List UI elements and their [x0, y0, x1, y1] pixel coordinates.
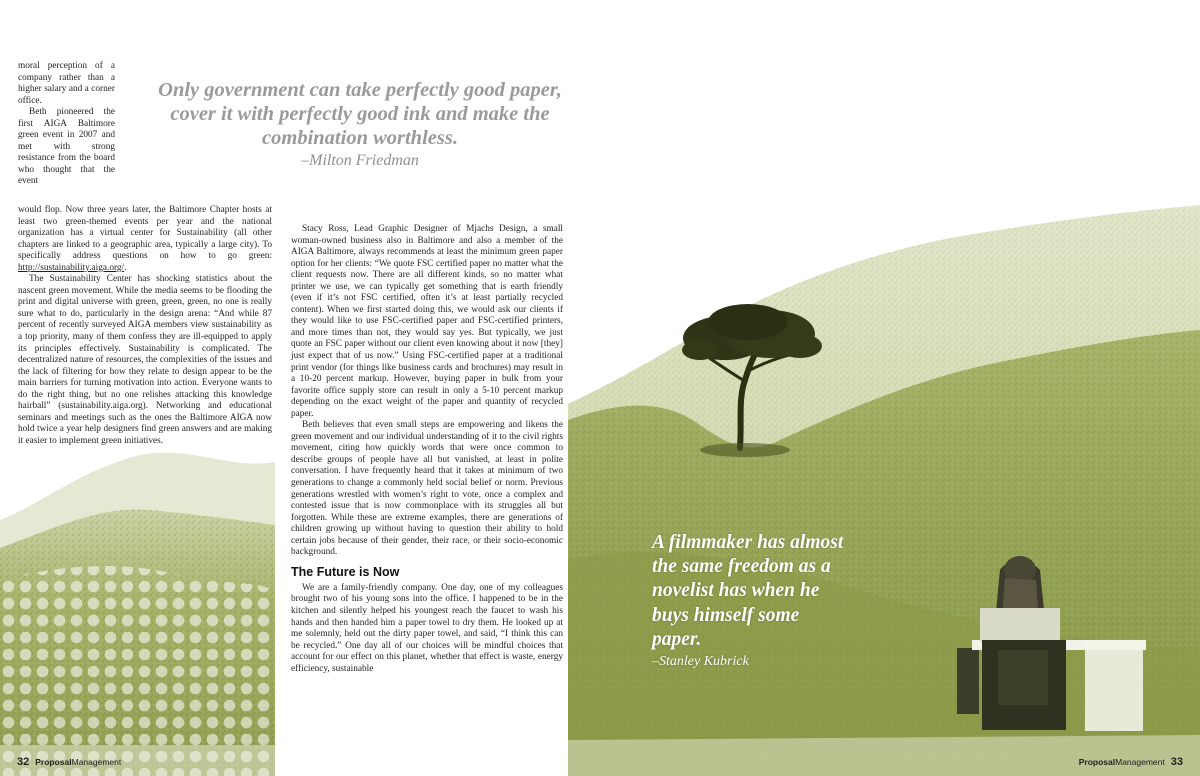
pull-quote-top	[150, 78, 570, 172]
left-wide-column	[18, 205, 272, 447]
middle-column	[291, 224, 563, 675]
pull-quote-right	[652, 531, 852, 672]
paragraph: Beth pioneered the first AIGA Baltimore green event in 2007 and met with strong resistance from the board who thought that the event	[18, 107, 115, 187]
section-subhead: The Future is Now	[291, 564, 400, 579]
paragraph: Beth believes that even small steps are empowering and likens the green movement and our individual understanding of it to the civil rights movement, citing how quickly words that were once common to describe groups of people have all but vanished, at least in polite conversation. I have frequently heard that it takes at minimum of two generations to change a commonly held social belief or norm. Previous generations wrestled with women’s right to vote, once a complex and contested issue that is now commonplace with its struggles all but forgotten. While these are extreme examples, there are generations of children growing up without having to question their ability to hold certain jobs because of their gender, their race, or their socio-economic background.	[291, 420, 563, 558]
magazine-name	[35, 757, 121, 767]
paragraph-text: would flop. Now three years later, the Baltimore Chapter hosts at least two green-themed events per year and the national organization has a virtual center for Sustainability (all other chapters are linked to a geographic area, typically a large city). To specifically address questions on how to go green:	[18, 205, 272, 262]
paragraph: The Sustainability Center has shocking statistics about the nascent green movement. While the media seems to be flooding the print and digital universe with green, green, green, no one is really sure what to do, particularly in the design arena: “And while 87 percent of recently surveyed AIGA members view sustainability as a top priority, many of them confess they are ill-equipped to apply its principles effectively. Sustainability is complicated. The decentralized nature of resources, the complexities of the issues and the lack of filtering for how they relate to design appear to be the main barriers for turning motivation into action. Everyone wants to do the right thing, but no one relishes attacking this knowledge hairball” (sustainability.aiga.org). Networking and educational seminars and meetings such as the ones the Baltimore AIGA now hold twice a year help designers find green answers and are making it easier to implement green initiatives.	[18, 274, 272, 446]
magazine-name-bold: Proposal	[1078, 757, 1116, 767]
paragraph	[18, 205, 272, 274]
paragraph-end: .	[124, 262, 127, 273]
pull-quote-text: A filmmaker has almost the same freedom as a novelist has when he buys himself some paper.	[652, 532, 844, 650]
folio-right	[1079, 752, 1183, 770]
magazine-name-rest: Management	[71, 757, 122, 767]
folio-left	[17, 752, 121, 770]
magazine-name-rest: Management	[1115, 757, 1165, 767]
pull-quote-attribution: –Stanley Kubrick	[652, 654, 749, 670]
paragraph: moral perception of a company rather than a higher salary and a corner office.	[18, 61, 115, 106]
pull-quote-attribution: –Milton Friedman	[301, 152, 419, 169]
magazine-name-bold: Proposal	[35, 757, 72, 767]
magazine-name	[1079, 757, 1165, 767]
sustainability-link[interactable]: http://sustainability.aiga.org/	[18, 262, 125, 273]
page-number: 32	[17, 756, 30, 768]
left-narrow-column	[18, 61, 115, 188]
paragraph: We are a family-friendly company. One day, one of my colleagues brought two of his young sons into the office. I happened to be in the kitchen and silently helped his youngest reach the faucet to wash his hands and then handed him a paper towel to dry them. He looked up at me solemnly, held out the dirty paper towel, and said, “I think this can be recycled.” One day all of our choices will be mindful choices that account for our effect on this planet, whether that effect is waste, energy efficiency, sustainable	[291, 582, 563, 674]
paragraph: Stacy Ross, Lead Graphic Designer of Mjachs Design, a small woman-owned business also in Baltimore and also a member of the AIGA Baltimore, always recommends at least the minimum green paper option for her clients: “We quote FSC certified paper no matter what the client requests now. There are all different kinds, so no matter what printer we use, we can typically get something that is earth friendly (even if it’s not FSC certified, often it’s at least partially recycled content). When we first started doing this, we would ask our clients if they would like to use FSC-certified paper and FSC-certified printers, and more times than not, they would say yes. But typically, we just quote an FSC paper without our client even knowing about it now [they] just expect that of us now.” Using FSC-certified paper at a traditional print vendor (for things like business cards and brochures) may result in a 10-20 percent markup. However, buying paper in bulk from your favorite office supply store can result in only a 5-10 percent markup depending on the exact weight of the paper and quantity of recycled paper.	[291, 224, 563, 419]
pull-quote-text: Only government can take perfectly good paper, cover it with perfectly good ink and make the combination worthless.	[158, 79, 562, 149]
page-number: 33	[1170, 756, 1183, 768]
left-hills	[0, 453, 275, 776]
